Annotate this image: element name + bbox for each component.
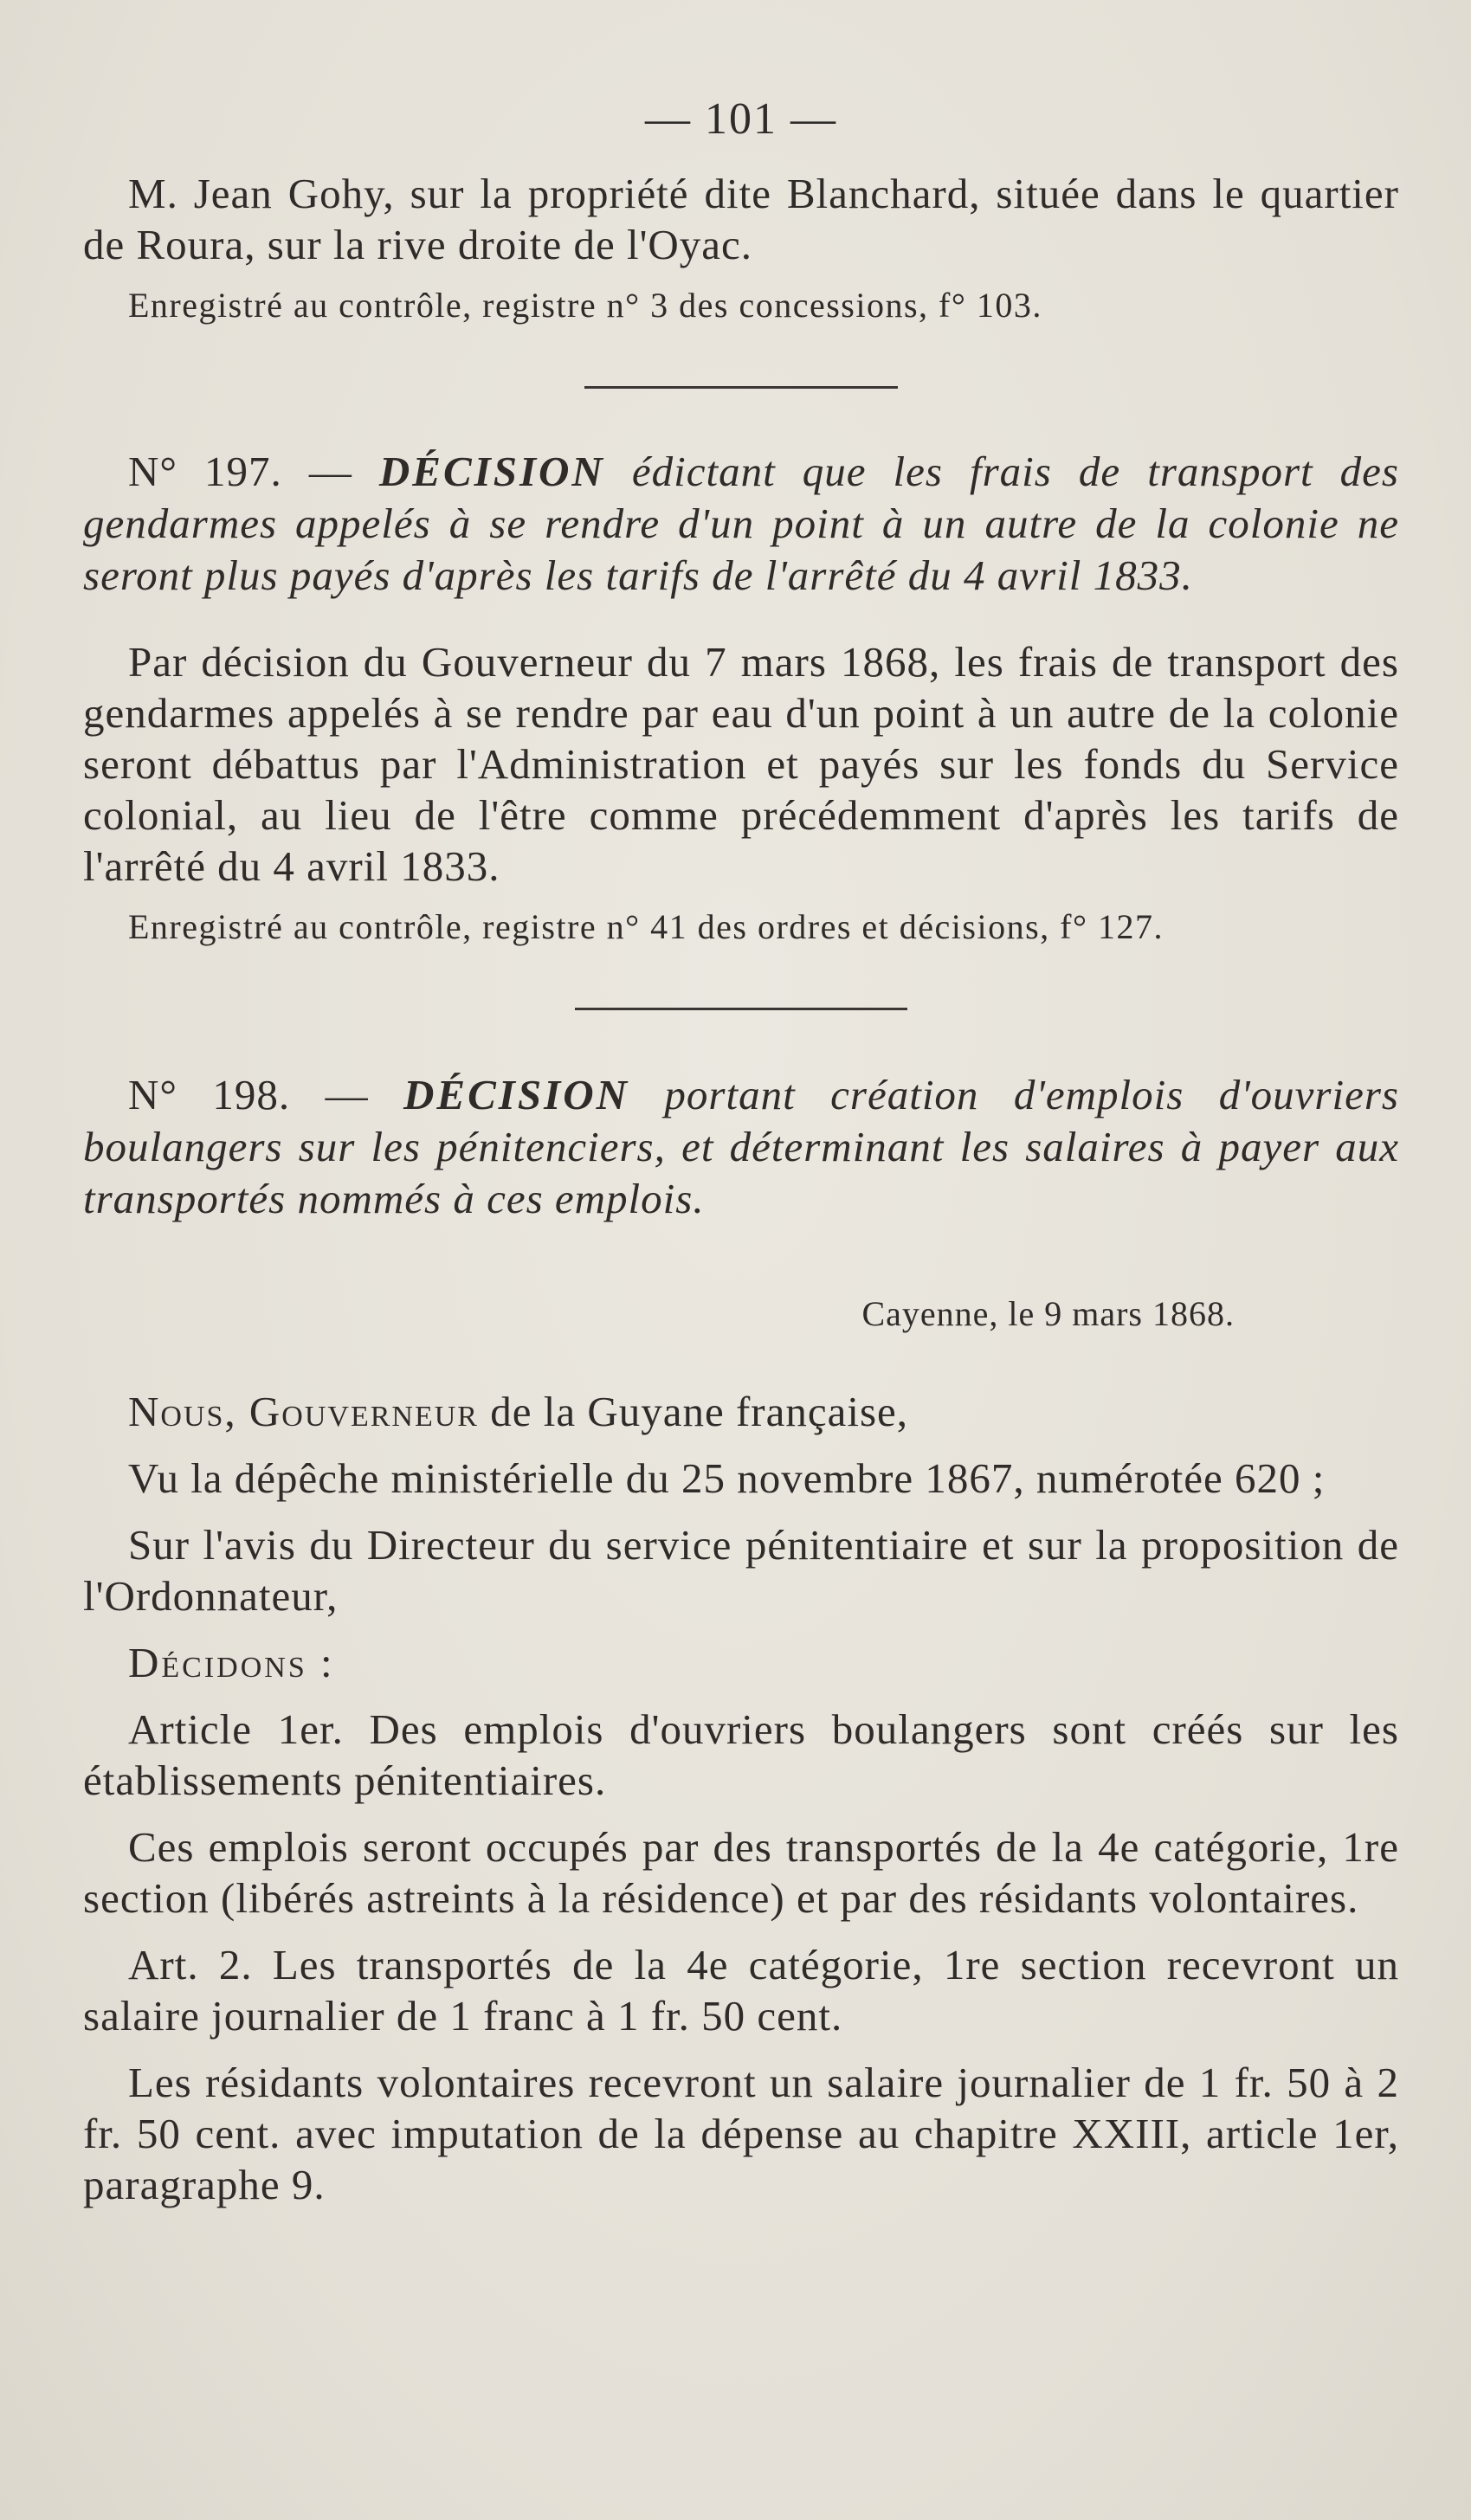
- article-2-paragraph-2: Les résidants volontaires recevront un salaire journalier de 1 fr. 50 à 2 fr. 50 cent. avec imputation de la dépense au chapitre XXIII, article 1er, paragraphe 9.: [83, 2059, 1399, 2208]
- article-1-paragraph-2: Ces emplois seront occupés par des transportés de la 4e catégorie, 1re section (libérés astreints à la résidence) et par des résidants volontaires.: [83, 1823, 1399, 1922]
- section-divider: [575, 1008, 907, 1010]
- preamble-rest: de la Guyane française,: [478, 1388, 909, 1435]
- entry-197-kind: DÉCISION: [378, 448, 605, 495]
- page-number: — 101 —: [645, 94, 837, 144]
- entry-198-title: portant création d'emplois d'ouvriers boulangers sur les pénitenciers, et déterminant les salaires à payer aux transportés nommés à ces emplois.: [83, 1071, 1400, 1222]
- entry-198-kind: DÉCISION: [403, 1071, 629, 1118]
- sur-avis-paragraph: Sur l'avis du Directeur du service pénitentiaire et sur la proposition de l'Ordonnateur,: [83, 1521, 1399, 1620]
- entry-197-title: édictant que les frais de transport des gendarmes appelés à se rendre d'un point à un autre de la colonie ne seront plus payés d'après les tarifs de l'arrêté du 4 avril 1833.: [83, 448, 1399, 599]
- intro-paragraph: M. Jean Gohy, sur la propriété dite Blanchard, située dans le quartier de Roura, sur la rive droite de l'Oyac.: [83, 170, 1399, 268]
- preamble-nous: Nous, Gouverneur: [128, 1388, 479, 1435]
- entry-198-dash: —: [325, 1071, 369, 1118]
- entry-197-registration: Enregistré au contrôle, registre n° 41 des ordres et décisions, f° 127.: [128, 907, 1164, 946]
- section-divider: [584, 386, 898, 389]
- intro-registration: Enregistré au contrôle, registre n° 3 des concessions, f° 103.: [128, 286, 1042, 325]
- entry-197-body: Par décision du Gouverneur du 7 mars 1868, les frais de transport des gendarmes appelés à se rendre par eau d'un point à un autre de la colonie seront débattus par l'Administration et payés sur les fonds du Service colonial, au lieu de l'être comme précédemment d'après les tarifs de l'arrêté du 4 avril 1833.: [83, 638, 1399, 890]
- article-2: Art. 2. Les transportés de la 4e catégorie, 1re section recevront un salaire journalier de 1 franc à 1 fr. 50 cent.: [83, 1941, 1399, 2040]
- decidons-label: Décidons :: [128, 1639, 335, 1686]
- entry-197-number: N° 197.: [128, 448, 282, 495]
- page-content: [83, 85, 1399, 2210]
- entry-197-heading: [83, 446, 1399, 602]
- entry-198-number: N° 198.: [128, 1071, 291, 1118]
- entry-197-dash: —: [308, 448, 352, 495]
- preamble: [83, 1386, 1399, 1437]
- vu-paragraph: Vu la dépêche ministérielle du 25 novembre 1867, numérotée 620 ;: [128, 1454, 1326, 1502]
- place-date: Cayenne, le 9 mars 1868.: [861, 1294, 1235, 1333]
- entry-198-heading: [83, 1069, 1399, 1225]
- article-1: Article 1er. Des emplois d'ouvriers boulangers sont créés sur les établissements pénitentiaires.: [83, 1705, 1399, 1804]
